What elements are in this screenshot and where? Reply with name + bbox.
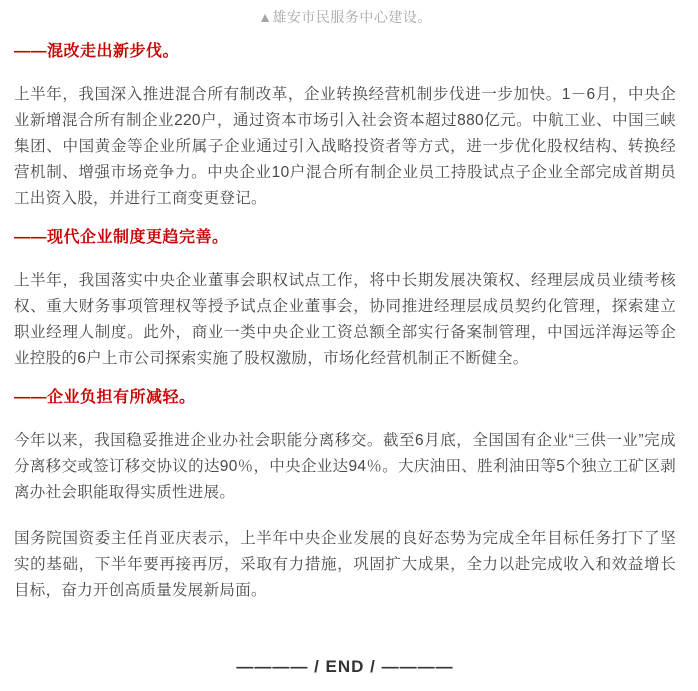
section-heading-mixed-ownership: ——混改走出新步伐。 (14, 43, 180, 60)
body-paragraph: 上半年，我国深入推进混合所有制改革，企业转换经营机制步伐进一步加快。1－6月，中央企业新增混合所有制企业220户，通过资本市场引入社会资本超过880亿元。中航工业、中国三峡集团、中国黄金等企业所属子企业通过引入战略投资者等方式，进一步优化股权结构、转换经营机制、增强市场竞争力。中央企业10户混合所有制企业员工持股试点子企业全部完成首期员工出资入股，并进行工商变更登记。 (14, 86, 676, 207)
body-paragraph: 国务院国资委主任肖亚庆表示，上半年中央企业发展的良好态势为完成全年目标任务打下了坚实的基础，下半年要再接再厉，采取有力措施，巩固扩大成果，全力以赴完成收入和效益增长目标，奋力开创高质量发展新局面。 (14, 530, 676, 599)
section-heading-reduced-burden: ——企业负担有所减轻。 (14, 389, 196, 406)
body-paragraph: 今年以来，我国稳妥推进企业办社会职能分离移交。截至6月底，全国国有企业“三供一业”完成分离移交或签订移交协议的达90％，中央企业达94％。大庆油田、胜利油田等5个独立工矿区剥离办社会职能取得实质性进展。 (14, 432, 676, 501)
end-divider: ———— / END / ———— (236, 657, 454, 676)
section-heading-modern-enterprise-system: ——现代企业制度更趋完善。 (14, 229, 229, 246)
image-caption: ▲雄安市民服务中心建设。 (258, 9, 432, 25)
body-paragraph: 上半年，我国落实中央企业董事会职权试点工作，将中长期发展决策权、经理层成员业绩考核权、重大财务事项管理权等授予试点企业董事会，协同推进经理层成员契约化管理，探索建立职业经理人制度。此外，商业一类中央企业工资总额全部实行备案制管理，中国远洋海运等企业控股的6户上市公司探索实施了股权激励，市场化经营机制正不断健全。 (14, 272, 676, 367)
